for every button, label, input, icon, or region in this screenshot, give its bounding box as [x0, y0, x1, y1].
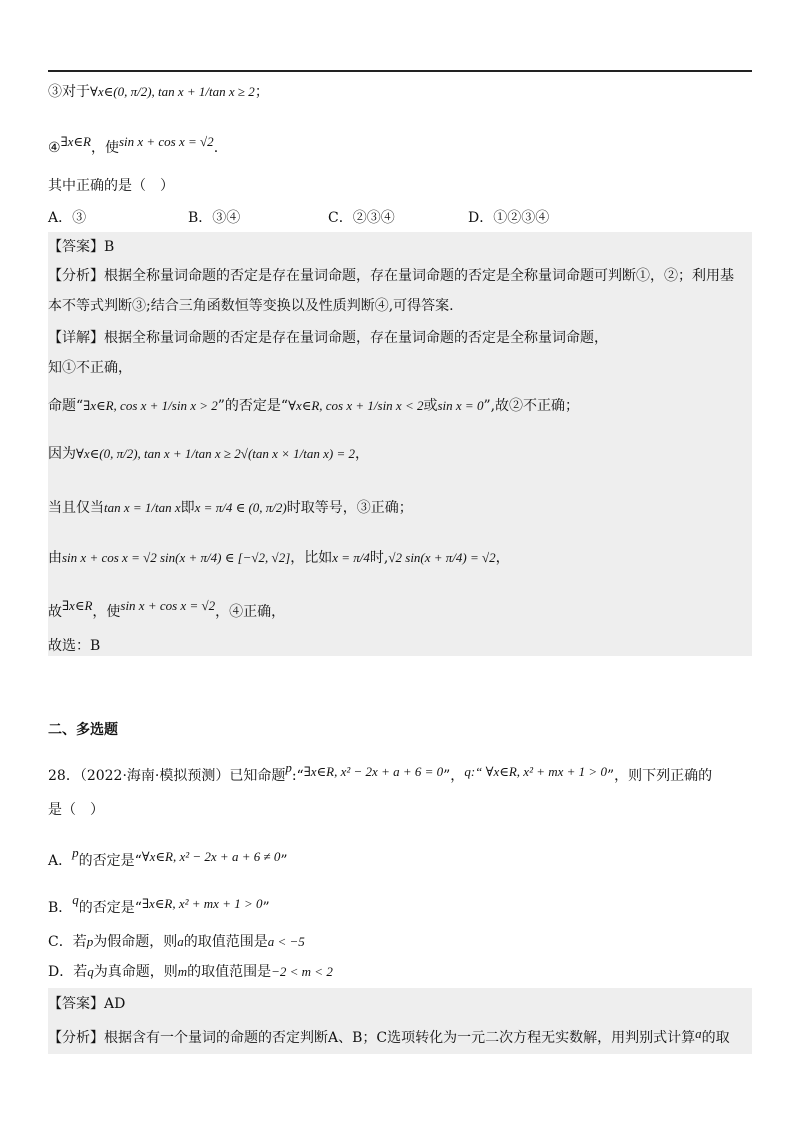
q27-item3: ③对于∀x∈(0, π/2), tan x + 1/tan x ≥ 2； [48, 84, 269, 100]
q28-analysis: 【分析】根据含有一个量词的命题的否定判断A、B；C选项转化为一元二次方程无实数解，用判别式计算a的取 [48, 1026, 730, 1046]
q27-answer: 【答案】B [48, 239, 115, 255]
q27-detail-6: 故∃x∈R，使sin x + cos x = √2，④正确， [48, 598, 286, 620]
section-title: 二、多选题 [48, 722, 118, 738]
q28-stem-2: 是（ ） [48, 802, 104, 818]
q27-detail-7: 故选：B [48, 638, 101, 654]
choice-a[interactable]: A．③ [48, 210, 87, 226]
q27-item4: ④∃x∈R，使sin x + cos x = √2. [48, 134, 219, 156]
q28-option-c[interactable]: C．若p为假命题，则a的取值范围是a < −5 [48, 934, 305, 950]
q27-detail-head: 【详解】根据全称量词命题的否定是存在量词命题，存在量词命题的否定是全称量词命题， [48, 330, 608, 346]
q27-detail-1: 知①不正确， [48, 360, 132, 376]
choice-d[interactable]: D．①②③④ [468, 210, 550, 226]
header-rule [48, 70, 752, 72]
q28-answer: 【答案】AD [48, 996, 126, 1012]
choice-b[interactable]: B．③④ [188, 210, 241, 226]
q27-analysis-2: 本不等式判断③;结合三角函数恒等变换以及性质判断④,可得答案. [48, 298, 454, 314]
q27-detail-2: 命题“∃x∈R, cos x + 1/sin x > 2”的否定是“∀x∈R, cos x + 1/sin x < 2或sin x = 0”,故②不正确； [48, 398, 580, 414]
q27-detail-4: 当且仅当tan x = 1/tan x即x = π/4 ∈ (0, π/2)时取等号，③正确； [48, 500, 413, 516]
q27-choices [48, 208, 752, 228]
q28-option-d[interactable]: D．若q为真命题，则m的取值范围是−2 < m < 2 [48, 964, 333, 980]
q28-option-a[interactable]: A．p的否定是“∀x∈R, x² − 2x + a + 6 ≠ 0” [48, 845, 288, 869]
item3-math: ∀x∈(0, π/2), tan x + 1/tan x ≥ 2 [90, 84, 255, 99]
q27-detail-5: 由sin x + cos x = √2 sin(x + π/4) ∈ [−√2, √2]，比如x = π/4时,√2 sin(x + π/4) = √2， [48, 550, 510, 566]
q27-analysis-1: 【分析】根据全称量词命题的否定是存在量词命题，存在量词命题的否定是全称量词命题可判断①，②；利用基 [48, 268, 734, 284]
q27-detail-3: 因为∀x∈(0, π/2), tan x + 1/tan x ≥ 2√(tan x × 1/tan x) = 2， [48, 446, 370, 462]
q28-option-b[interactable]: B．q的否定是“∃x∈R, x² + mx + 1 > 0” [48, 892, 270, 916]
q28-stem: 28．（2022·海南·模拟预测）已知命题p:“∃x∈R, x² − 2x + a + 6 = 0”，q:“ ∀x∈R, x² + mx + 1 > 0”，则下列正确的 [48, 760, 713, 784]
q27-question: 其中正确的是（ ） [48, 178, 174, 194]
choice-c[interactable]: C．②③④ [328, 210, 395, 226]
